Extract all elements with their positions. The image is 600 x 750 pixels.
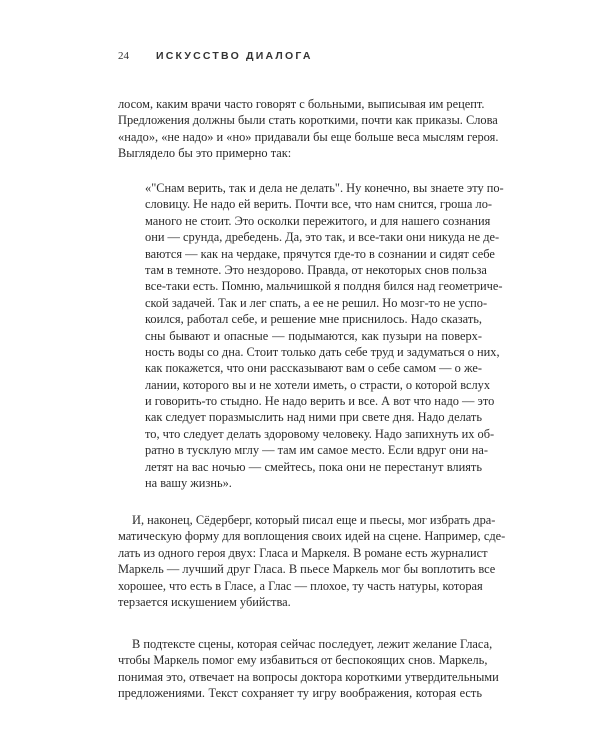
text-line: то, что следует делать здоровому человеку. Надо запихнуть их об- xyxy=(145,426,495,441)
text-line: там в темноте. Это нездорово. Правда, от некоторых снов польза xyxy=(145,262,487,277)
paragraph-3 xyxy=(118,636,499,702)
text-line: как следует поразмыслить над ними при свете дня. Надо делать xyxy=(145,410,482,425)
text-line: И, наконец, Сёдерберг, который писал еще и пьесы, мог избрать дра- xyxy=(132,513,496,527)
running-title: ИСКУССТВО ДИАЛОГА xyxy=(156,50,313,62)
text-line: и говорить-то стыдно. Не надо верить и все. А вот что надо — это xyxy=(145,394,495,409)
text-line: понимая это, отвечает на вопросы доктора короткими утвердительными xyxy=(118,669,499,684)
text-line: Маркель — лучший друг Гласа. В пьесе Маркель мог бы воплотить все xyxy=(118,562,496,577)
text-line: матическую форму для воплощения своих идей на сцене. Например, сде- xyxy=(118,529,506,544)
text-line: маного не стоит. Это осколки пережитого, и для нашего сознания xyxy=(145,213,491,228)
paragraph-2 xyxy=(118,512,506,610)
text-line: коился, работал себе, и решение мне приснилось. Надо сказать, xyxy=(145,312,482,327)
text-line: «надо», «не надо» и «но» придавали бы еще больше веса мыслям героя. xyxy=(118,129,499,144)
text-line: ваются — как на чердаке, прячутся где-то в сознании и сидят себе xyxy=(145,246,495,261)
text-line: как покажется, что они рассказывают вам о себе самом — о же- xyxy=(145,361,482,376)
text-line: ратно в тусклую мглу — там им самое место. Если вдруг они на- xyxy=(145,443,488,458)
text-line: лать из одного героя двух: Гласа и Маркеля. В романе есть журналист xyxy=(118,545,488,560)
text-line: лании, которого вы и не хотели иметь, о страсти, о которой вслух xyxy=(145,377,491,392)
running-head xyxy=(118,50,313,62)
text-line: ность воды со дна. Стоит только дать себе труд и задуматься о них, xyxy=(145,344,500,359)
text-line: хорошее, что есть в Гласе, а Глас — плохое, ту часть натуры, которая xyxy=(118,578,483,593)
text-line: летят на вас ночью — смейтесь, пока они не перестанут влиять xyxy=(145,459,482,474)
text-line: Предложения должны были стать короткими, почти как приказы. Слова xyxy=(118,113,498,128)
text-line: лосом, каким врачи часто говорят с больными, выписывая им рецепт. xyxy=(118,97,485,111)
text-line: они — срунда, дребедень. Да, это так, и все-таки они никуда не де- xyxy=(145,230,500,245)
quote-block xyxy=(145,180,504,491)
page-number: 24 xyxy=(118,50,129,62)
text-line: «"Снам верить, так и дела не делать". Ну конечно, вы знаете эту по- xyxy=(145,181,504,195)
paragraph-1 xyxy=(118,96,499,162)
text-line: ской задачей. Так и лег спать, а ее не решил. Но мозг-то не успо- xyxy=(145,295,488,310)
text-line: на вашу жизнь». xyxy=(145,476,232,491)
text-line: предложениями. Текст сохраняет ту игру воображения, которая есть xyxy=(118,686,482,701)
text-line: все-таки есть. Помню, мальчишкой я полдня бился над геометриче- xyxy=(145,279,503,294)
text-line: сны бывают и опасные — подымаются, как пузыри на поверх- xyxy=(145,328,482,343)
text-line: Выглядело бы это примерно так: xyxy=(118,146,292,161)
text-line: чтобы Маркель помог ему избавиться от беспокоящих снов. Маркель, xyxy=(118,653,488,668)
text-line: В подтексте сцены, которая сейчас последует, лежит желание Гласа, xyxy=(132,637,493,651)
text-line: словицу. Не надо ей верить. Почти все, что нам снится, гроша ло- xyxy=(145,197,493,212)
text-line: терзается искушением убийства. xyxy=(118,594,291,609)
